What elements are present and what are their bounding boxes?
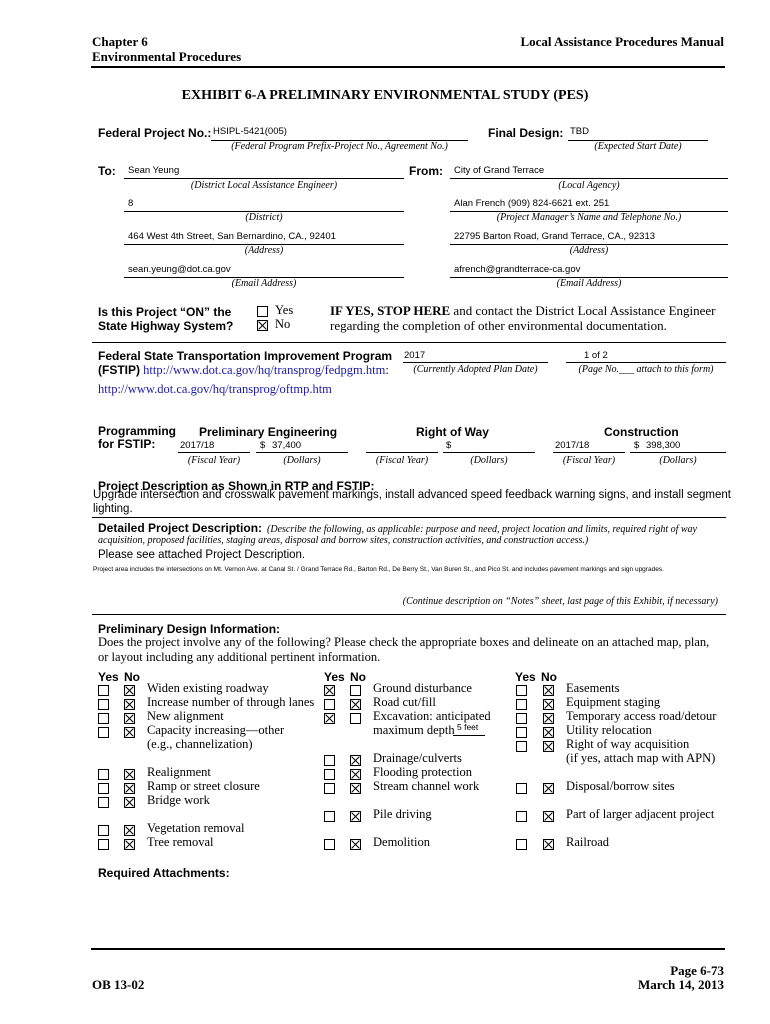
road-cut-fill-yes-checkbox[interactable] xyxy=(324,699,335,710)
pe-title: Preliminary Engineering xyxy=(199,425,338,439)
bridge-work-no-checkbox[interactable] xyxy=(124,797,135,808)
con-dollars-field[interactable]: 398,300 xyxy=(646,440,681,451)
stop-instruction-bold: IF YES, STOP HERE xyxy=(330,303,451,318)
to-label: To: xyxy=(98,164,116,178)
demolition-label: Demolition xyxy=(373,835,430,849)
flooding-protection-label: Flooding protection xyxy=(373,765,472,779)
con-dollars-line xyxy=(630,452,726,453)
realignment-label: Realignment xyxy=(147,765,211,779)
right-of-way-acquisition-yes-checkbox[interactable] xyxy=(516,741,527,752)
from-manager-caption: (Project Manager’s Name and Telephone No.) xyxy=(496,212,682,223)
row-dollars-caption: (Dollars) xyxy=(470,455,508,466)
new-alignment-no-checkbox[interactable] xyxy=(124,713,135,724)
stop-instruction-rest: and contact the District Local Assistance Engineer xyxy=(450,303,716,318)
programming-label-1: Programming xyxy=(98,424,177,438)
disposal-borrow-sites-no-checkbox[interactable] xyxy=(543,783,554,794)
pe-year-line xyxy=(178,452,250,453)
con-year-line xyxy=(553,452,625,453)
oftmp-link-line xyxy=(98,382,332,397)
row-year-line xyxy=(366,452,438,453)
pile-driving-label: Pile driving xyxy=(373,807,432,821)
right-of-way-acquisition-label-2: (if yes, attach map with APN) xyxy=(566,751,716,765)
from-manager-field[interactable]: Alan French (909) 824-6621 ext. 251 xyxy=(454,198,610,209)
stream-channel-work-yes-checkbox[interactable] xyxy=(324,783,335,794)
plan-date-line xyxy=(403,362,548,363)
col2-yes-header: Yes xyxy=(324,670,345,684)
page-title: EXHIBIT 6-A PRELIMINARY ENVIRONMENTAL STUDY (PES) xyxy=(181,88,589,103)
preliminary-design-question-1: Does the project involve any of the following? Please check the appropriate boxes and delineate on an attached map, plan, xyxy=(98,635,710,649)
equipment-staging-yes-checkbox[interactable] xyxy=(516,699,527,710)
right-of-way-acquisition-no-checkbox[interactable] xyxy=(543,741,554,752)
fedpgm-link[interactable]: http://www.dot.ca.gov/hq/transprog/fedpgm.htm xyxy=(143,363,386,377)
con-year-field[interactable]: 2017/18 xyxy=(555,440,590,451)
ground-disturbance-no-checkbox[interactable] xyxy=(350,685,361,696)
widen-existing-roadway-yes-checkbox[interactable] xyxy=(98,685,109,696)
capacity-increasing-other-no-checkbox[interactable] xyxy=(124,727,135,738)
footer-rule xyxy=(91,948,725,950)
final-design-field[interactable]: TBD xyxy=(570,126,589,137)
bridge-work-label: Bridge work xyxy=(147,793,210,807)
page-no-line xyxy=(566,362,726,363)
from-agency-caption: (Local Agency) xyxy=(558,180,620,191)
state-highway-yes-checkbox[interactable] xyxy=(257,306,268,317)
demolition-no-checkbox[interactable] xyxy=(350,839,361,850)
col1-no-header: No xyxy=(124,670,140,684)
section-label: Environmental Procedures xyxy=(92,49,242,64)
description-text-1[interactable]: Upgrade intersection and crosswalk pavement markings, install advanced speed feedback warning signs, and install segment xyxy=(93,489,731,501)
header-rule xyxy=(91,66,725,68)
railroad-no-checkbox[interactable] xyxy=(543,839,554,850)
flooding-protection-no-checkbox[interactable] xyxy=(350,769,361,780)
to-email-field[interactable]: sean.yeung@dot.ca.gov xyxy=(128,264,231,275)
drainage-culverts-yes-checkbox[interactable] xyxy=(324,755,335,766)
realignment-no-checkbox[interactable] xyxy=(124,769,135,780)
ramp-or-street-closure-label: Ramp or street closure xyxy=(147,779,260,793)
detailed-description-label: Detailed Project Description: xyxy=(98,521,263,535)
plan-date-caption: (Currently Adopted Plan Date) xyxy=(413,364,538,375)
divider-3 xyxy=(92,614,726,615)
col2-no-header: No xyxy=(350,670,366,684)
con-dollars-caption: (Dollars) xyxy=(659,455,697,466)
easements-yes-checkbox[interactable] xyxy=(516,685,527,696)
ground-disturbance-label: Ground disturbance xyxy=(373,681,472,695)
road-cut-fill-no-checkbox[interactable] xyxy=(350,699,361,710)
capacity-increasing-other-yes-checkbox[interactable] xyxy=(98,727,109,738)
final-design-caption: (Expected Start Date) xyxy=(594,141,682,152)
manual-title: Local Assistance Procedures Manual xyxy=(520,34,724,49)
to-name-line xyxy=(124,178,404,179)
chapter-label: Chapter 6 xyxy=(92,34,148,49)
tree-removal-yes-checkbox[interactable] xyxy=(98,839,109,850)
state-highway-no-checkbox[interactable] xyxy=(257,320,268,331)
description-title: Project Description as Shown in RTP and FSTIP: xyxy=(98,479,375,493)
road-cut-fill-label: Road cut/fill xyxy=(373,695,436,709)
stream-channel-work-no-checkbox[interactable] xyxy=(350,783,361,794)
pe-dollars-caption: (Dollars) xyxy=(283,455,321,466)
excavation-anticipated-label: Excavation: anticipated xyxy=(373,709,491,723)
fstip-abbrev: (FSTIP) xyxy=(98,363,140,377)
tree-removal-label: Tree removal xyxy=(147,835,214,849)
excavation-anticipated-yes-checkbox[interactable] xyxy=(324,713,335,724)
part-of-larger-adjacent-project-yes-checkbox[interactable] xyxy=(516,811,527,822)
final-design-label: Final Design: xyxy=(488,126,564,140)
federal-project-field[interactable]: HSIPL-5421(005) xyxy=(213,126,287,137)
col3-no-header: No xyxy=(541,670,557,684)
pile-driving-yes-checkbox[interactable] xyxy=(324,811,335,822)
from-address-field[interactable]: 22795 Barton Road, Grand Terrace, CA., 92313 xyxy=(454,231,656,242)
vegetation-removal-label: Vegetation removal xyxy=(147,821,245,835)
col1-yes-header: Yes xyxy=(98,670,119,684)
tree-removal-no-checkbox[interactable] xyxy=(124,839,135,850)
divider-1 xyxy=(92,342,726,343)
continue-note: (Continue description on “Notes” sheet, last page of this Exhibit, if necessary) xyxy=(402,596,718,607)
divider-2 xyxy=(92,517,726,518)
utility-relocation-yes-checkbox[interactable] xyxy=(516,727,527,738)
row-title: Right of Way xyxy=(416,425,489,439)
stream-channel-work-label: Stream channel work xyxy=(373,779,480,793)
revision-date: March 14, 2013 xyxy=(637,977,724,992)
preliminary-design-question-2: or layout including any additional pertinent information. xyxy=(98,650,381,664)
widen-existing-roadway-label: Widen existing roadway xyxy=(147,681,269,695)
to-address-caption: (Address) xyxy=(244,245,284,256)
increase-number-of-through-lanes-no-checkbox[interactable] xyxy=(124,699,135,710)
ramp-or-street-closure-yes-checkbox[interactable] xyxy=(98,783,109,794)
from-label: From: xyxy=(409,164,443,178)
right-of-way-acquisition-label: Right of way acquisition xyxy=(566,737,690,751)
pe-dollars-field[interactable]: 37,400 xyxy=(272,440,302,451)
to-name-caption: (District Local Assistance Engineer) xyxy=(190,180,338,191)
row-dollar-sign: $ xyxy=(446,440,452,451)
state-highway-no-label: No xyxy=(275,317,291,331)
widen-existing-roadway-no-checkbox[interactable] xyxy=(124,685,135,696)
pe-dollars-line xyxy=(256,452,348,453)
part-of-larger-adjacent-project-no-checkbox[interactable] xyxy=(543,811,554,822)
pile-driving-no-checkbox[interactable] xyxy=(350,811,361,822)
stop-instruction-line2: regarding the completion of other environmental documentation. xyxy=(330,318,667,333)
con-year-caption: (Fiscal Year) xyxy=(562,455,616,466)
programming-label-2: for FSTIP: xyxy=(98,437,156,451)
to-address-field[interactable]: 464 West 4th Street, San Bernardino, CA., 92401 xyxy=(128,231,336,242)
vegetation-removal-yes-checkbox[interactable] xyxy=(98,825,109,836)
equipment-staging-no-checkbox[interactable] xyxy=(543,699,554,710)
ground-disturbance-yes-checkbox[interactable] xyxy=(324,685,335,696)
railroad-yes-checkbox[interactable] xyxy=(516,839,527,850)
increase-number-of-through-lanes-label: Increase number of through lanes xyxy=(147,695,315,709)
disposal-borrow-sites-yes-checkbox[interactable] xyxy=(516,783,527,794)
excavation-depth-field[interactable]: 5 feet xyxy=(457,722,479,732)
from-agency-line xyxy=(450,178,728,179)
form-number: OB 13-02 xyxy=(92,977,145,992)
plan-date-field[interactable]: 2017 xyxy=(404,350,426,361)
from-address-caption: (Address) xyxy=(569,245,609,256)
detailed-hint-2: acquisition, proposed facilities, staging areas, disposal and borrow sites, construction activities, and construction access.) xyxy=(98,535,589,546)
fstip-link-line xyxy=(98,363,389,378)
preliminary-design-title: Preliminary Design Information: xyxy=(98,622,281,636)
pe-year-caption: (Fiscal Year) xyxy=(187,455,241,466)
drainage-culverts-label: Drainage/culverts xyxy=(373,751,462,765)
realignment-yes-checkbox[interactable] xyxy=(98,769,109,780)
row-dollars-line xyxy=(443,452,535,453)
increase-number-of-through-lanes-yes-checkbox[interactable] xyxy=(98,699,109,710)
ramp-or-street-closure-no-checkbox[interactable] xyxy=(124,783,135,794)
state-highway-yes-label: Yes xyxy=(275,303,294,317)
detailed-description-text[interactable]: Please see attached Project Description. xyxy=(98,549,306,561)
fstip-label: Federal State Transportation Improvement Program xyxy=(98,349,393,363)
to-email-caption: (Email Address) xyxy=(231,278,297,289)
equipment-staging-label: Equipment staging xyxy=(566,695,661,709)
temporary-access-road-detour-no-checkbox[interactable] xyxy=(543,713,554,724)
utility-relocation-label: Utility relocation xyxy=(566,723,652,737)
easements-no-checkbox[interactable] xyxy=(543,685,554,696)
flooding-protection-yes-checkbox[interactable] xyxy=(324,769,335,780)
temporary-access-road-detour-yes-checkbox[interactable] xyxy=(516,713,527,724)
required-attachments-label: Required Attachments: xyxy=(98,866,230,880)
disposal-borrow-sites-label: Disposal/borrow sites xyxy=(566,779,675,793)
utility-relocation-no-checkbox[interactable] xyxy=(543,727,554,738)
vegetation-removal-no-checkbox[interactable] xyxy=(124,825,135,836)
from-agency-field[interactable]: City of Grand Terrace xyxy=(454,165,545,176)
pe-dollar-sign: $ xyxy=(260,440,266,451)
project-area-text[interactable]: Project area includes the intersections on Mt. Vernon Ave. at Canal St. / Grand Terrace Rd., Barton Rd., De Berry St., Van Buren St., and Pico St. and includes pavement markings and sign upgrades. xyxy=(93,566,664,573)
excavation-depth-line xyxy=(453,735,485,736)
drainage-culverts-no-checkbox[interactable] xyxy=(350,755,361,766)
easements-label: Easements xyxy=(566,681,620,695)
to-district-field[interactable]: 8 xyxy=(128,198,134,209)
part-of-larger-adjacent-project-label: Part of larger adjacent project xyxy=(566,807,715,821)
con-title: Construction xyxy=(604,425,679,439)
to-name-field[interactable]: Sean Yeung xyxy=(128,165,180,176)
bridge-work-yes-checkbox[interactable] xyxy=(98,797,109,808)
con-dollar-sign: $ xyxy=(634,440,640,451)
state-highway-question-2: State Highway System? xyxy=(98,319,234,333)
detailed-hint-1: (Describe the following, as applicable: purpose and need, project location and limits, required right of way xyxy=(267,524,697,535)
col3-yes-header: Yes xyxy=(515,670,536,684)
new-alignment-label: New alignment xyxy=(147,709,224,723)
page-no-field[interactable]: 1 of 2 xyxy=(584,350,608,361)
excavation-anticipated-no-checkbox[interactable] xyxy=(350,713,361,724)
federal-project-label: Federal Project No.: xyxy=(98,126,212,140)
state-highway-question-1: Is this Project “ON” the xyxy=(98,305,232,319)
fedpgm-link-suffix: : xyxy=(385,363,389,377)
demolition-yes-checkbox[interactable] xyxy=(324,839,335,850)
from-email-caption: (Email Address) xyxy=(556,278,622,289)
federal-project-caption: (Federal Program Prefix-Project No., Agreement No.) xyxy=(231,141,448,152)
new-alignment-yes-checkbox[interactable] xyxy=(98,713,109,724)
oftmp-link[interactable]: http://www.dot.ca.gov/hq/transprog/oftmp.htm xyxy=(98,382,332,396)
railroad-label: Railroad xyxy=(566,835,610,849)
capacity-increasing-other-label-2: (e.g., channelization) xyxy=(147,737,253,751)
excavation-anticipated-label-2: maximum depth xyxy=(373,723,455,737)
description-text-2[interactable]: lighting. xyxy=(93,503,133,515)
pe-year-field[interactable]: 2017/18 xyxy=(180,440,215,451)
detailed-description-line1 xyxy=(98,521,697,535)
capacity-increasing-other-label: Capacity increasing—other xyxy=(147,723,285,737)
to-district-caption: (District) xyxy=(245,212,283,223)
stop-instruction xyxy=(330,303,716,319)
temporary-access-road-detour-label: Temporary access road/detour xyxy=(566,709,717,723)
from-email-field[interactable]: afrench@grandterrace-ca.gov xyxy=(454,264,581,275)
page-number: Page 6-73 xyxy=(670,963,724,978)
page-no-caption: (Page No.___ attach to this form) xyxy=(578,364,714,375)
row-year-caption: (Fiscal Year) xyxy=(375,455,429,466)
